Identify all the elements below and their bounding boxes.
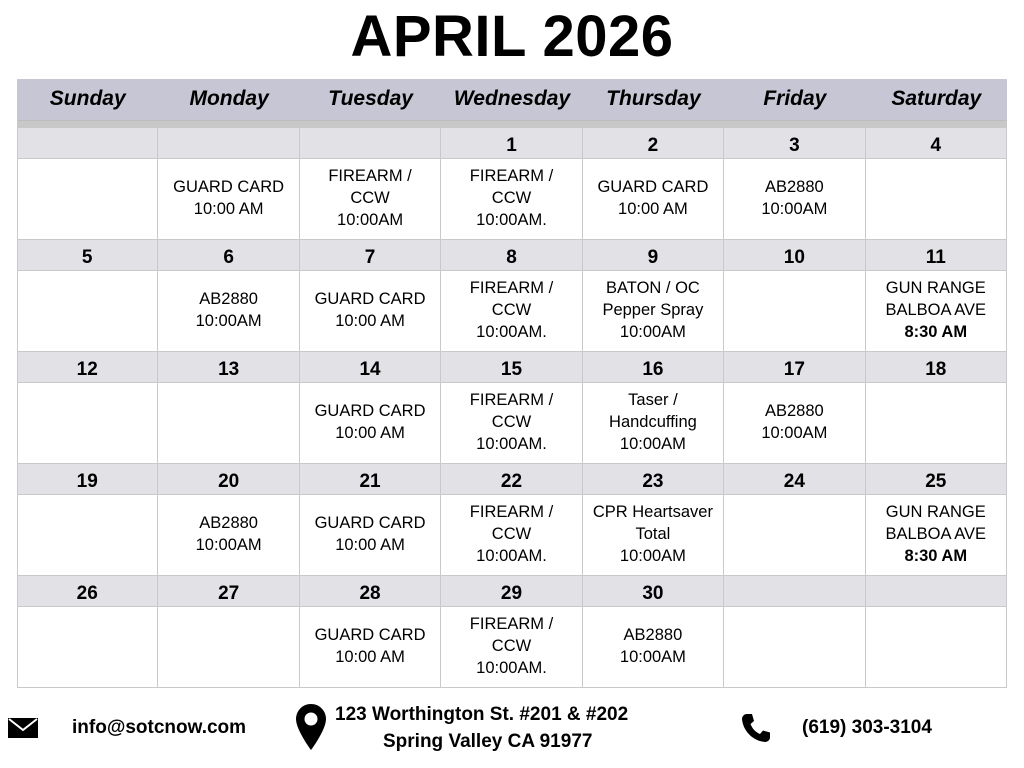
map-pin-icon — [296, 704, 326, 755]
event-line: GUN RANGE — [885, 278, 986, 297]
mail-icon — [8, 718, 38, 743]
event-line: AB2880 — [199, 513, 258, 532]
event-line: 10:00AM — [619, 322, 686, 341]
day-cell[interactable] — [441, 495, 582, 576]
day-cell[interactable] — [441, 271, 582, 352]
event-line: 10:00AM — [619, 647, 686, 666]
day-cell[interactable] — [441, 383, 582, 464]
day-number: 8 — [441, 240, 582, 271]
event-line: 10:00 AM — [335, 535, 405, 554]
event-line: 10:00 AM — [335, 423, 405, 442]
event-line: Pepper Spray — [602, 300, 704, 319]
event-line: Handcuffing — [609, 412, 697, 431]
day-cell[interactable] — [724, 607, 865, 688]
class-event — [724, 176, 864, 220]
class-event — [300, 400, 440, 444]
day-number: 3 — [724, 128, 865, 159]
class-event — [583, 389, 723, 455]
class-event — [300, 288, 440, 332]
footer-email[interactable]: info@sotcnow.com — [72, 717, 247, 738]
class-event — [441, 165, 581, 231]
day-cell[interactable] — [583, 383, 724, 464]
footer-phone[interactable]: (619) 303-3104 — [802, 717, 932, 738]
day-cell[interactable] — [300, 271, 441, 352]
class-event — [441, 277, 581, 343]
weekday-saturday: Saturday — [891, 87, 982, 110]
event-line: GUARD CARD — [314, 625, 426, 644]
event-line: AB2880 — [199, 289, 258, 308]
day-number — [17, 128, 158, 159]
day-cell[interactable] — [300, 159, 441, 240]
day-cell[interactable] — [866, 383, 1007, 464]
day-number: 29 — [441, 576, 582, 607]
event-line: BATON / OC — [606, 278, 700, 297]
event-line: 10:00AM. — [476, 210, 547, 229]
class-event — [866, 277, 1006, 343]
day-cell[interactable] — [583, 159, 724, 240]
day-cell[interactable] — [866, 495, 1007, 576]
event-line: FIREARM / — [469, 166, 554, 185]
class-event — [866, 501, 1006, 567]
event-line: 10:00 AM — [193, 199, 264, 218]
day-number: 14 — [300, 352, 441, 383]
day-cell[interactable] — [724, 495, 865, 576]
weekday-tuesday: Tuesday — [328, 87, 413, 110]
day-number: 27 — [158, 576, 299, 607]
day-cell[interactable] — [866, 607, 1007, 688]
day-cell[interactable] — [583, 271, 724, 352]
day-cell[interactable] — [158, 271, 299, 352]
day-number — [300, 128, 441, 159]
day-cell[interactable] — [158, 495, 299, 576]
class-event — [583, 624, 723, 668]
day-cell[interactable] — [17, 495, 158, 576]
event-line: BALBOA AVE — [885, 524, 987, 543]
class-event — [300, 624, 440, 668]
event-line: CCW — [350, 188, 390, 207]
event-line: AB2880 — [764, 401, 824, 420]
day-number: 30 — [583, 576, 724, 607]
day-cell[interactable] — [724, 159, 865, 240]
weekday-sunday: Sunday — [49, 87, 126, 110]
footer-address-line1: 123 Worthington St. #201 & #202 — [335, 704, 629, 725]
calendar-title: APRIL 2026 — [350, 4, 674, 69]
footer — [0, 690, 1024, 768]
day-cell[interactable] — [300, 495, 441, 576]
day-number: 2 — [583, 128, 724, 159]
day-number: 11 — [866, 240, 1007, 271]
day-number: 6 — [158, 240, 299, 271]
day-cell[interactable] — [17, 607, 158, 688]
day-cell[interactable] — [300, 383, 441, 464]
phone-icon — [740, 712, 772, 749]
class-event — [158, 176, 298, 220]
event-line: AB2880 — [764, 177, 824, 196]
footer-address-line2: Spring Valley CA 91977 — [383, 731, 593, 752]
event-line: 10:00AM. — [476, 546, 547, 565]
day-cell[interactable] — [583, 607, 724, 688]
event-line: 10:00AM. — [476, 322, 547, 341]
day-number: 19 — [17, 464, 158, 495]
day-cell[interactable] — [17, 383, 158, 464]
class-event — [300, 165, 440, 231]
event-line: FIREARM / — [469, 278, 554, 297]
day-number: 5 — [17, 240, 158, 271]
day-number: 23 — [583, 464, 724, 495]
event-line: GUARD CARD — [173, 177, 285, 196]
class-event — [441, 613, 581, 679]
day-cell[interactable] — [441, 159, 582, 240]
day-number — [724, 576, 865, 607]
day-number: 1 — [441, 128, 582, 159]
event-line: FIREARM / — [469, 390, 554, 409]
day-number: 12 — [17, 352, 158, 383]
event-line: Total — [635, 524, 671, 543]
day-cell[interactable] — [583, 495, 724, 576]
event-line: FIREARM / — [469, 502, 554, 521]
class-event — [441, 501, 581, 567]
day-cell[interactable] — [158, 607, 299, 688]
event-line: 10:00AM. — [476, 434, 547, 453]
event-line: 10:00 AM — [618, 199, 688, 218]
class-event — [158, 288, 298, 332]
day-cell[interactable] — [866, 271, 1007, 352]
event-line: CCW — [491, 188, 532, 207]
event-line: 10:00AM — [761, 423, 828, 442]
class-event — [441, 389, 581, 455]
weekday-header — [17, 79, 1007, 120]
day-cell[interactable] — [441, 607, 582, 688]
day-cell[interactable] — [158, 159, 299, 240]
event-line: 10:00 AM — [335, 647, 405, 666]
event-line: 8:30 AM — [904, 322, 968, 341]
event-line: CCW — [491, 636, 532, 655]
event-line: 10:00AM — [337, 210, 404, 229]
event-line: Taser / — [628, 390, 678, 409]
event-line: BALBOA AVE — [885, 300, 987, 319]
day-number: 28 — [300, 576, 441, 607]
event-line: GUARD CARD — [314, 513, 426, 532]
event-line: 10:00AM. — [476, 658, 547, 677]
day-number: 21 — [300, 464, 441, 495]
event-line: 10:00AM — [619, 546, 686, 565]
day-number: 17 — [724, 352, 865, 383]
day-number: 15 — [441, 352, 582, 383]
weekday-monday: Monday — [189, 87, 269, 110]
event-line: GUN RANGE — [885, 502, 986, 521]
day-number: 26 — [17, 576, 158, 607]
day-number: 10 — [724, 240, 865, 271]
event-line: 10:00AM — [195, 311, 262, 330]
header-divider — [17, 120, 1007, 128]
day-cell[interactable] — [866, 159, 1007, 240]
event-line: CPR Heartsaver — [592, 502, 713, 521]
class-event — [724, 400, 864, 444]
day-number — [866, 576, 1007, 607]
day-cell[interactable] — [17, 159, 158, 240]
event-line: AB2880 — [623, 625, 683, 644]
day-number: 16 — [583, 352, 724, 383]
day-number: 13 — [158, 352, 299, 383]
class-event — [583, 277, 723, 343]
event-line: CCW — [491, 524, 532, 543]
event-line: 10:00 AM — [335, 311, 405, 330]
day-number: 24 — [724, 464, 865, 495]
event-line: 10:00AM — [195, 535, 262, 554]
event-line: GUARD CARD — [597, 177, 709, 196]
weekday-thursday: Thursday — [606, 87, 701, 110]
day-cell[interactable] — [724, 271, 865, 352]
day-number: 20 — [158, 464, 299, 495]
calendar-grid — [17, 79, 1007, 688]
day-cell[interactable] — [300, 607, 441, 688]
weekday-wednesday: Wednesday — [453, 87, 571, 110]
event-line: 8:30 AM — [904, 546, 968, 565]
event-line: FIREARM / — [469, 614, 554, 633]
day-cell[interactable] — [158, 383, 299, 464]
event-line: CCW — [491, 412, 532, 431]
day-cell[interactable] — [17, 271, 158, 352]
class-event — [158, 512, 298, 556]
day-number — [158, 128, 299, 159]
day-number: 4 — [866, 128, 1007, 159]
day-number: 9 — [583, 240, 724, 271]
day-number: 7 — [300, 240, 441, 271]
day-cell[interactable] — [724, 383, 865, 464]
day-number: 22 — [441, 464, 582, 495]
class-event — [583, 176, 723, 220]
class-event — [583, 501, 723, 567]
event-line: 10:00AM — [761, 199, 828, 218]
day-number: 25 — [866, 464, 1007, 495]
weekday-friday: Friday — [763, 87, 827, 110]
event-line: GUARD CARD — [314, 401, 426, 420]
class-event — [300, 512, 440, 556]
event-line: GUARD CARD — [314, 289, 426, 308]
event-line: CCW — [491, 300, 532, 319]
day-number: 18 — [866, 352, 1007, 383]
event-line: 10:00AM — [619, 434, 686, 453]
event-line: FIREARM / — [328, 166, 412, 185]
